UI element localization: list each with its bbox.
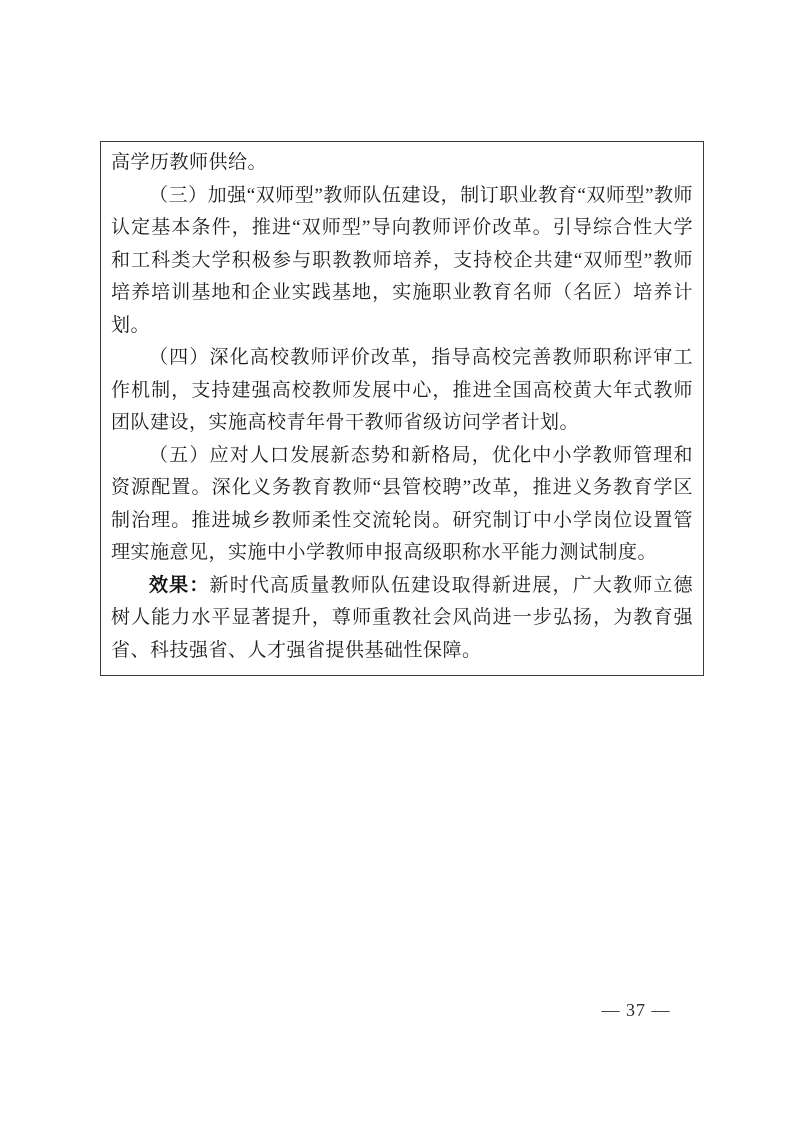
paragraph-section-5: （五）应对人口发展新态势和新格局，优化中小学教师管理和资源配置。深化义务教育教师“县管校聘”改革，推进义务教育学区制治理。推进城乡教师柔性交流轮岗。研究制订中小学岗位设置管理实施意见，实施中小学教师申报高级职称水平能力测试制度。 [111,444,693,563]
effect-text: 新时代高质量教师队伍建设取得新进展，广大教师立德树人能力水平显著提升，尊师重教社会风尚进一步弘扬，为教育强省、科技强省、人才强省提供基础性保障。 [111,574,693,661]
paragraph-section-4: （四）深化高校教师评价改革，指导高校完善教师职称评审工作机制，支持建强高校教师发展中心，推进全国高校黄大年式教师团队建设，实施高校青年骨干教师省级访问学者计划。 [111,347,693,433]
content-box [100,141,704,676]
paragraph-effect [111,570,693,668]
effect-label: 效果： [149,574,210,596]
paragraph-continuation: 高学历教师供给。 [111,152,268,173]
page-number: — 37 — [601,1000,671,1020]
paragraph-section-3: （三）加强“双师型”教师队伍建设，制订职业教育“双师型”教师认定基本条件，推进“双师型”导向教师评价改革。引导综合性大学和工科类大学积极参与职教教师培养，支持校企共建“双师型”教师培养培训基地和企业实践基地，实施职业教育名师（名匠）培养计划。 [111,184,693,336]
